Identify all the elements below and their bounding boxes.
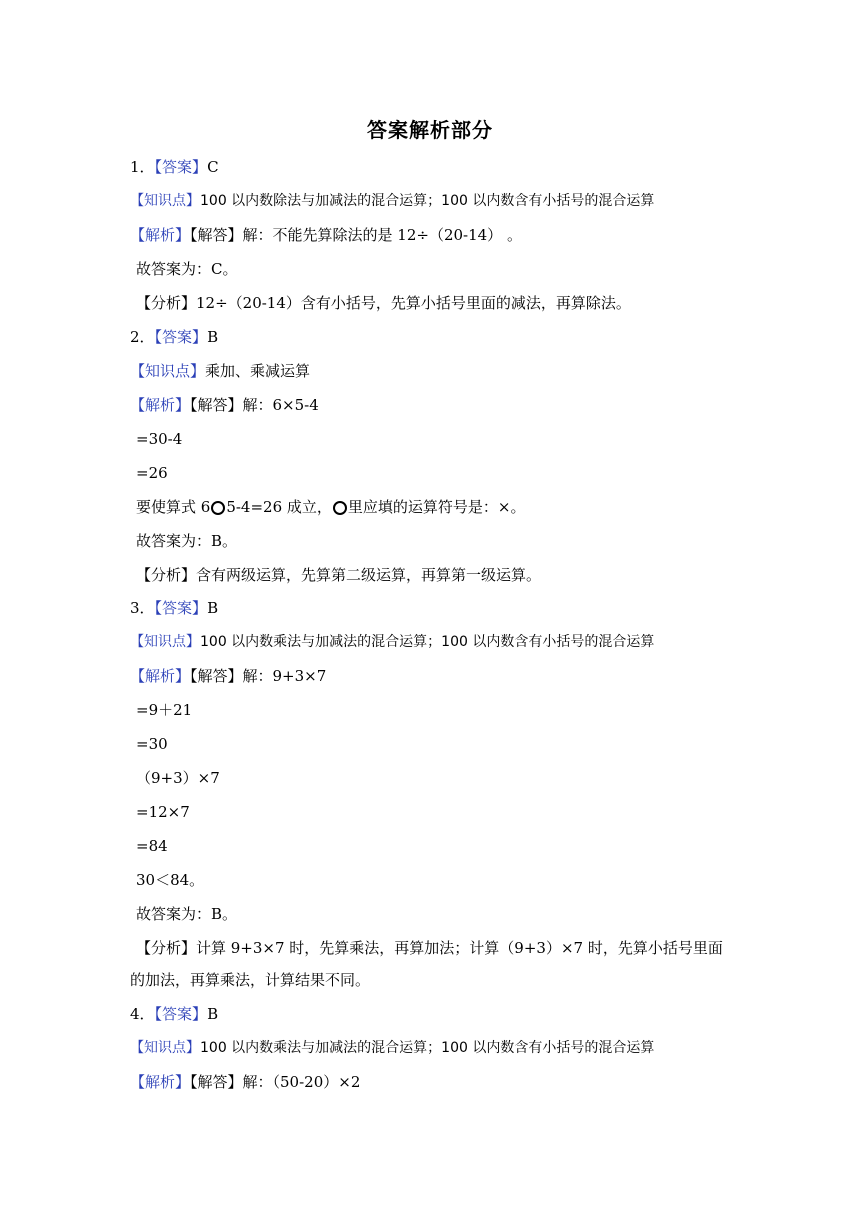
text-line xyxy=(136,836,168,856)
section-label: 【解析】 xyxy=(130,1073,191,1091)
section-label: 【答案】 xyxy=(154,599,208,617)
line-text: 故答案为：C。 xyxy=(136,260,238,278)
text-line xyxy=(136,904,237,924)
line-text: 【分析】含有两级运算，先算第二级运算，再算第一级运算。 xyxy=(136,566,542,584)
line-text: 100 以内数除法与加减法的混合运算；100 以内数含有小括号的混合运算 xyxy=(200,193,655,209)
section-label: 【知识点】 xyxy=(130,362,206,380)
line-text: 里应填的运算符号是：×。 xyxy=(347,498,526,516)
text-line xyxy=(136,870,204,890)
line-text: C xyxy=(207,158,219,176)
text-line xyxy=(130,157,219,177)
text-line xyxy=(136,565,541,585)
line-text: 要使算式 6 xyxy=(136,498,211,516)
line-text: 4． xyxy=(130,1005,155,1023)
section-label: 【解析】 xyxy=(130,226,191,244)
line-text: 的加法，再算乘法，计算结果不同。 xyxy=(130,971,371,989)
text-line xyxy=(136,734,168,754)
line-text: 故答案为：B。 xyxy=(136,905,238,923)
line-text: 【分析】12÷（20-14）含有小括号，先算小括号里面的减法，再算除法。 xyxy=(136,294,631,312)
line-text: 30＜84。 xyxy=(136,871,205,889)
line-text: =30-4 xyxy=(136,430,183,448)
line-text: 【解答】解：不能先算除法的是 12÷（20-14） 。 xyxy=(190,226,522,244)
section-label: 【知识点】 xyxy=(130,1040,200,1056)
text-line xyxy=(130,191,654,211)
section-label: 【知识点】 xyxy=(130,193,200,209)
text-line xyxy=(136,768,220,788)
text-line xyxy=(130,1072,360,1092)
section-label: 【答案】 xyxy=(154,328,208,346)
text-line xyxy=(130,632,654,652)
line-text: 1． xyxy=(130,158,155,176)
line-text: =84 xyxy=(136,837,168,855)
line-text: 【解答】解：6×5-4 xyxy=(190,396,319,414)
text-line xyxy=(136,463,168,483)
section-label: 【解析】 xyxy=(130,396,191,414)
text-line xyxy=(130,666,326,686)
text-line xyxy=(136,802,190,822)
blank-circle-icon xyxy=(211,501,225,515)
text-line xyxy=(130,225,522,245)
line-text: 【解答】解：9+3×7 xyxy=(190,667,327,685)
line-text: （9+3）×7 xyxy=(136,769,220,787)
line-text: =26 xyxy=(136,464,168,482)
page-title: 答案解析部分 xyxy=(367,118,493,142)
text-line xyxy=(136,938,723,958)
text-line xyxy=(130,1038,654,1058)
text-line xyxy=(136,293,631,313)
line-text: 2． xyxy=(130,328,155,346)
line-text: 【分析】计算 9+3×7 时，先算乘法，再算加法；计算（9+3）×7 时，先算小括号里面 xyxy=(136,939,723,957)
line-text: 100 以内数乘法与加减法的混合运算；100 以内数含有小括号的混合运算 xyxy=(200,634,655,650)
text-line xyxy=(130,361,310,381)
text-line xyxy=(130,970,370,990)
text-line xyxy=(136,531,237,551)
line-text: B xyxy=(207,599,219,617)
text-line xyxy=(130,598,218,618)
line-text: 3． xyxy=(130,599,155,617)
line-text: 100 以内数乘法与加减法的混合运算；100 以内数含有小括号的混合运算 xyxy=(200,1040,655,1056)
line-text: =12×7 xyxy=(136,803,190,821)
line-text: 乘加、乘减运算 xyxy=(205,362,311,380)
text-line xyxy=(130,327,218,347)
section-label: 【答案】 xyxy=(154,158,208,176)
line-text: B xyxy=(207,328,219,346)
line-text: =9＋21 xyxy=(136,701,193,719)
line-text: 故答案为：B。 xyxy=(136,532,238,550)
text-line xyxy=(136,700,192,720)
section-label: 【知识点】 xyxy=(130,634,200,650)
text-line xyxy=(130,395,319,415)
section-label: 【解析】 xyxy=(130,667,191,685)
line-text: =30 xyxy=(136,735,168,753)
blank-circle-icon xyxy=(333,501,347,515)
line-text: 5-4=26 成立， xyxy=(226,498,332,516)
line-text: B xyxy=(207,1005,219,1023)
text-line xyxy=(136,429,182,449)
text-line xyxy=(136,497,525,517)
section-label: 【答案】 xyxy=(154,1005,208,1023)
text-line xyxy=(136,259,237,279)
text-line xyxy=(130,1004,218,1024)
line-text: 【解答】解：（50-20）×2 xyxy=(190,1073,361,1091)
